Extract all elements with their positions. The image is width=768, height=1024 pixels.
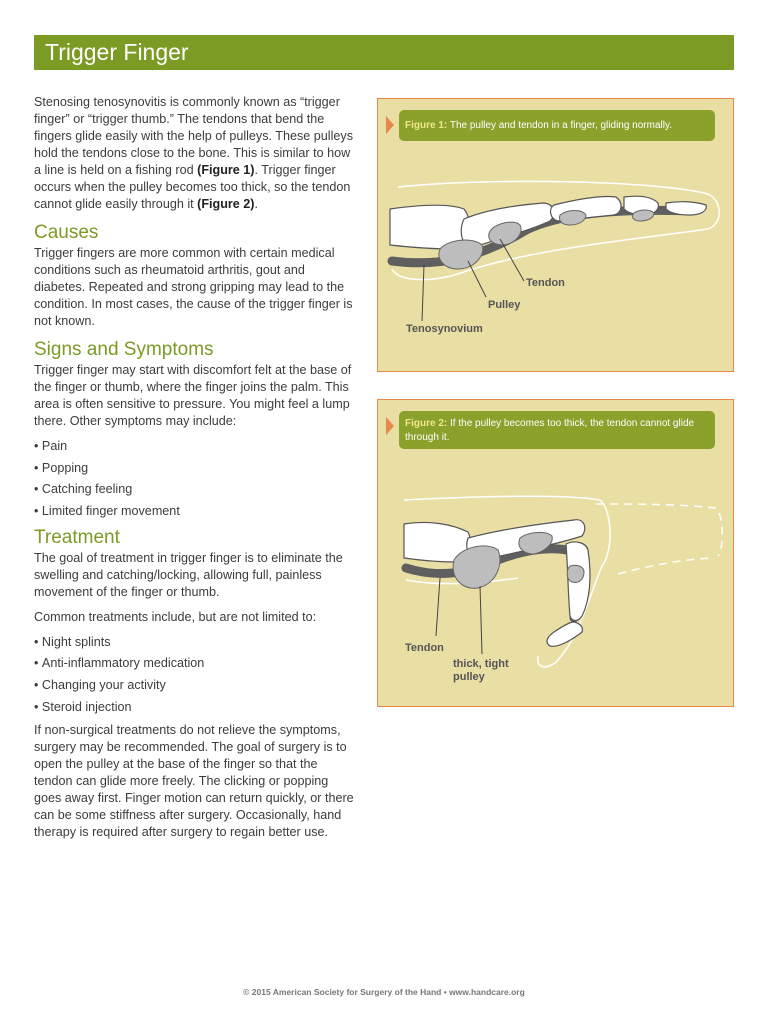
finger-locked-illustration: [378, 400, 735, 708]
treatments-list: [34, 634, 358, 716]
figure-2: [377, 399, 734, 707]
tenosynovium-label: Tenosynovium: [406, 323, 483, 335]
treatment-paragraph-3: If non-surgical treatments do not relieve the symptoms, surgery may be recommended. The goal of surgery is to open the pulley at the base of the finger so that the tendon can glide more freely. The clicking or popping goes away first. Finger motion can return quickly, or there can be some stiffness after surgery. Occasionally, hand therapy is required after surgery to regain better use.: [34, 722, 354, 839]
article-body: [34, 94, 358, 849]
footer: © 2015 American Society for Surgery of the Hand • www.handcare.org: [243, 987, 525, 997]
figure2-reference: (Figure 2): [197, 197, 255, 211]
list-item: • Limited finger movement: [34, 503, 358, 520]
list-item: • Changing your activity: [34, 677, 358, 694]
list-item: • Catching feeling: [34, 481, 358, 498]
list-item: • Night splints: [34, 634, 358, 651]
list-item: • Pain: [34, 438, 358, 455]
symptoms-list: [34, 438, 358, 520]
title-bar: [34, 35, 734, 70]
list-item: • Steroid injection: [34, 699, 358, 716]
causes-heading: Causes: [34, 222, 99, 243]
signs-paragraph: Trigger finger may start with discomfort felt at the base of the finger or thumb, where the finger joins the palm. This area is often sensitive to pressure. You might feel a lump there. Other symptoms may include:: [34, 363, 352, 428]
page-title: Trigger Finger: [45, 39, 189, 65]
treatment-paragraph-1: The goal of treatment in trigger finger is to eliminate the swelling and catching/locking, allowing full, painless movement of the finger or thumb.: [34, 550, 343, 599]
intro-paragraph: Stenosing tenosynovitis is commonly known as “trigger finger” or “trigger thumb.” The tendons that bend the fingers glide easily with the help of pulleys. These pulleys hold the tendons close to the bone. This is similar to how a line is held on a fishing rod (Figure 1). Trigger finger occurs when the pulley becomes too thick, so the tendon cannot glide easily through it (Figure 2).: [34, 95, 353, 211]
figure1-reference: (Figure 1): [197, 163, 255, 177]
list-item: • Popping: [34, 460, 358, 477]
list-item: • Anti-inflammatory medication: [34, 655, 358, 672]
figure-2-caption: Figure 2: If the pulley becomes too thick, the tendon cannot glide through it.: [399, 411, 715, 449]
figure-1-caption: Figure 1: The pulley and tendon in a finger, gliding normally.: [399, 110, 715, 141]
tendon-label: Tendon: [405, 642, 444, 654]
pulley-label: Pulley: [488, 299, 521, 311]
thick-pulley-label: thick, tight pulley: [453, 658, 509, 683]
causes-paragraph: Trigger fingers are more common with certain medical conditions such as rheumatoid arthritis, gout and diabetes. Repeated and strong gripping may lead to the condition. In most cases, the cause of the trigger finger is not known.: [34, 246, 353, 328]
treatment-paragraph-2: Common treatments include, but are not limited to:: [34, 609, 317, 624]
figure-1: [377, 98, 734, 372]
signs-heading: Signs and Symptoms: [34, 339, 214, 360]
tendon-label: Tendon: [526, 277, 565, 289]
treatment-heading: Treatment: [34, 526, 120, 548]
